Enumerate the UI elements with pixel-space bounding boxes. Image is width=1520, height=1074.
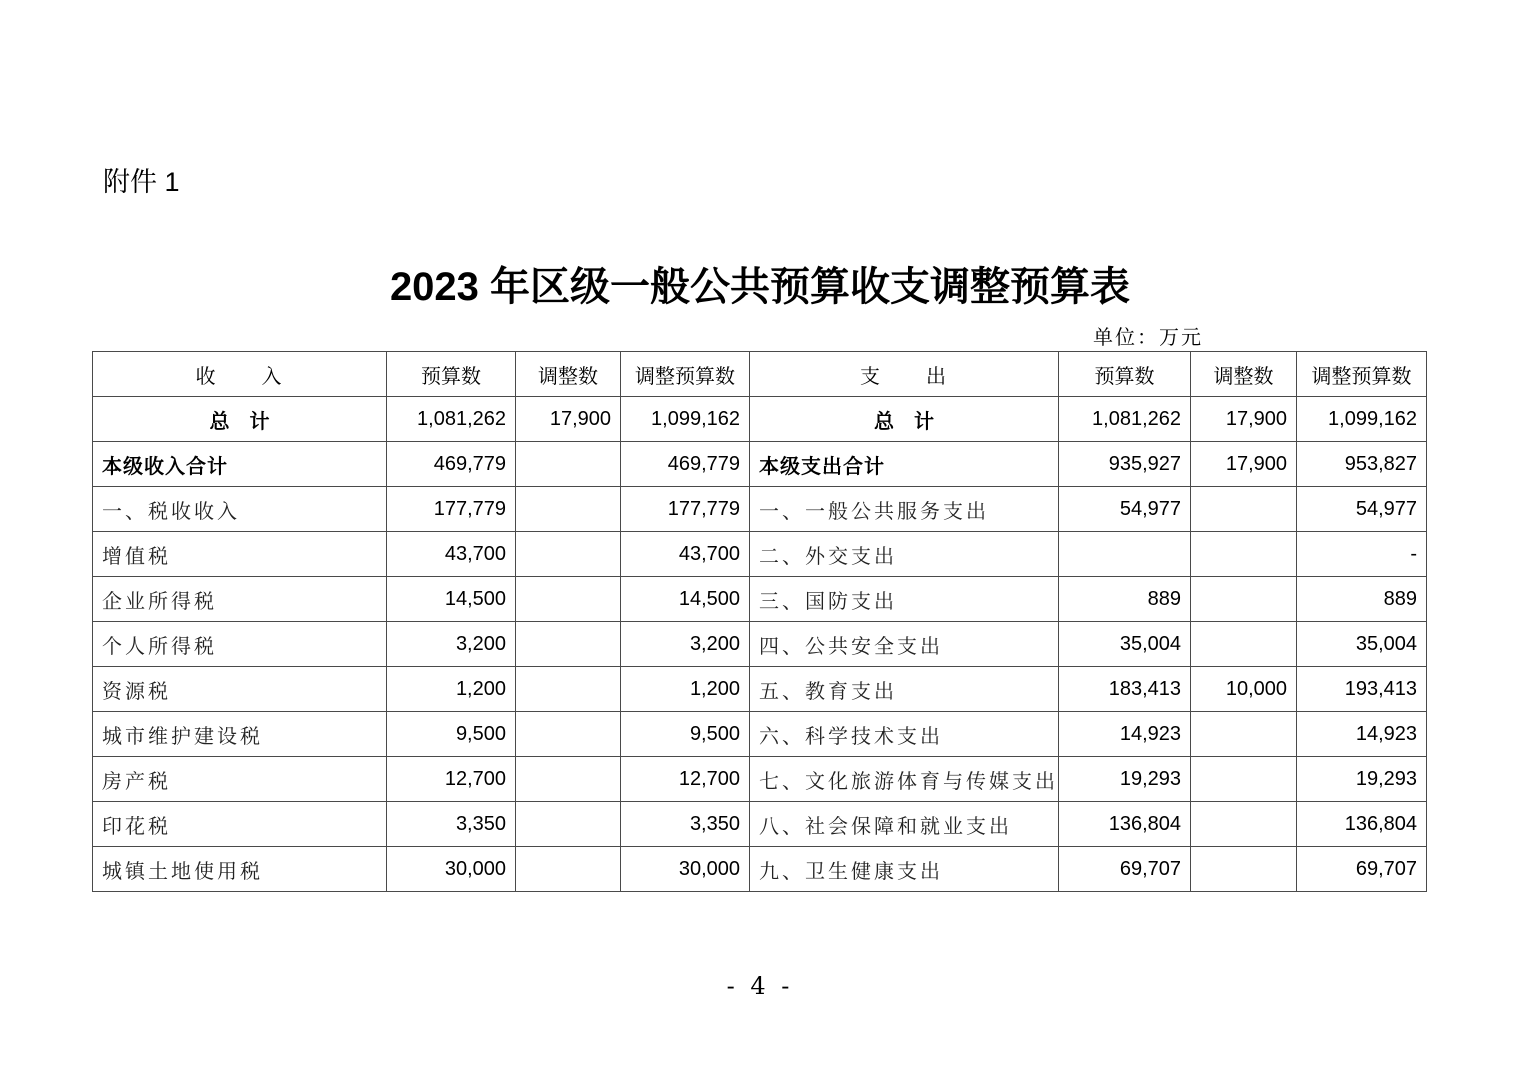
header-expense-adjust: 调整数 [1191, 352, 1297, 397]
expense-adjusted-cell: 14,923 [1297, 712, 1427, 757]
expense-label-cell: 四、公共安全支出 [750, 622, 1059, 667]
expense-adjusted-cell: - [1297, 532, 1427, 577]
table-row [93, 442, 1427, 487]
total-expense-adjust: 17,900 [1191, 397, 1297, 442]
attachment-label: 附件 1 [103, 167, 180, 197]
header-income-adjust: 调整数 [516, 352, 621, 397]
header-income-adjusted: 调整预算数 [621, 352, 750, 397]
income-adjust-cell [516, 802, 621, 847]
expense-label-cell: 六、科学技术支出 [750, 712, 1059, 757]
income-adjusted-cell: 1,200 [621, 667, 750, 712]
expense-budget-cell: 889 [1059, 577, 1191, 622]
expense-label-cell: 二、外交支出 [750, 532, 1059, 577]
income-adjusted-cell: 30,000 [621, 847, 750, 892]
expense-label-cell: 七、文化旅游体育与传媒支出 [750, 757, 1059, 802]
income-budget-cell: 43,700 [387, 532, 516, 577]
expense-adjusted-cell: 69,707 [1297, 847, 1427, 892]
table-row [93, 667, 1427, 712]
expense-adjust-cell [1191, 622, 1297, 667]
income-adjust-cell [516, 577, 621, 622]
expense-label-cell: 九、卫生健康支出 [750, 847, 1059, 892]
expense-label-cell: 三、国防支出 [750, 577, 1059, 622]
income-label-cell: 房产税 [93, 757, 387, 802]
income-label-cell: 企业所得税 [93, 577, 387, 622]
income-adjust-cell [516, 622, 621, 667]
header-income-budget: 预算数 [387, 352, 516, 397]
page-number: - 4 - [726, 972, 794, 1000]
income-adjust-cell [516, 847, 621, 892]
table-row [93, 712, 1427, 757]
header-expense-budget: 预算数 [1059, 352, 1191, 397]
expense-adjusted-cell: 19,293 [1297, 757, 1427, 802]
expense-budget-cell: 14,923 [1059, 712, 1191, 757]
income-budget-cell: 14,500 [387, 577, 516, 622]
income-budget-cell: 9,500 [387, 712, 516, 757]
expense-adjust-cell [1191, 712, 1297, 757]
income-label-cell: 一、税收收入 [93, 487, 387, 532]
income-label-cell: 城市维护建设税 [93, 712, 387, 757]
income-adjust-cell [516, 442, 621, 487]
income-adjusted-cell: 9,500 [621, 712, 750, 757]
expense-adjust-cell [1191, 577, 1297, 622]
income-budget-cell: 3,200 [387, 622, 516, 667]
header-expense-adjusted: 调整预算数 [1297, 352, 1427, 397]
expense-adjust-cell [1191, 757, 1297, 802]
table-row [93, 487, 1427, 532]
budget-table [92, 351, 1427, 892]
expense-label-cell: 本级支出合计 [750, 442, 1059, 487]
expense-adjusted-cell: 35,004 [1297, 622, 1427, 667]
expense-budget-cell: 69,707 [1059, 847, 1191, 892]
expense-adjusted-cell: 136,804 [1297, 802, 1427, 847]
income-adjusted-cell: 469,779 [621, 442, 750, 487]
income-budget-cell: 12,700 [387, 757, 516, 802]
expense-budget-cell: 35,004 [1059, 622, 1191, 667]
table-row [93, 847, 1427, 892]
expense-budget-cell: 136,804 [1059, 802, 1191, 847]
total-income-label: 总 计 [93, 397, 387, 442]
income-budget-cell: 30,000 [387, 847, 516, 892]
income-adjust-cell [516, 712, 621, 757]
expense-budget-cell: 19,293 [1059, 757, 1191, 802]
expense-budget-cell: 183,413 [1059, 667, 1191, 712]
header-row [93, 352, 1427, 397]
income-adjust-cell [516, 757, 621, 802]
expense-adjusted-cell: 889 [1297, 577, 1427, 622]
total-expense-budget: 1,081,262 [1059, 397, 1191, 442]
expense-budget-cell: 935,927 [1059, 442, 1191, 487]
total-expense-adjusted: 1,099,162 [1297, 397, 1427, 442]
page-title: 2023 年区级一般公共预算收支调整预算表 [389, 265, 1131, 309]
total-row [93, 397, 1427, 442]
expense-adjusted-cell: 54,977 [1297, 487, 1427, 532]
total-expense-label: 总 计 [750, 397, 1059, 442]
income-adjusted-cell: 3,350 [621, 802, 750, 847]
expense-label-cell: 八、社会保障和就业支出 [750, 802, 1059, 847]
income-budget-cell: 1,200 [387, 667, 516, 712]
income-label-cell: 城镇土地使用税 [93, 847, 387, 892]
expense-budget-cell [1059, 532, 1191, 577]
income-budget-cell: 177,779 [387, 487, 516, 532]
income-adjust-cell [516, 487, 621, 532]
income-label-cell: 印花税 [93, 802, 387, 847]
income-adjusted-cell: 12,700 [621, 757, 750, 802]
expense-adjust-cell: 17,900 [1191, 442, 1297, 487]
income-adjusted-cell: 177,779 [621, 487, 750, 532]
table-row [93, 622, 1427, 667]
table-row [93, 577, 1427, 622]
expense-adjust-cell [1191, 802, 1297, 847]
expense-adjusted-cell: 193,413 [1297, 667, 1427, 712]
expense-label-cell: 一、一般公共服务支出 [750, 487, 1059, 532]
table-row [93, 532, 1427, 577]
income-adjust-cell [516, 532, 621, 577]
income-adjusted-cell: 43,700 [621, 532, 750, 577]
income-adjusted-cell: 14,500 [621, 577, 750, 622]
expense-label-cell: 五、教育支出 [750, 667, 1059, 712]
header-expense: 支 出 [750, 352, 1059, 397]
table-row [93, 802, 1427, 847]
total-income-budget: 1,081,262 [387, 397, 516, 442]
total-income-adjust: 17,900 [516, 397, 621, 442]
expense-budget-cell: 54,977 [1059, 487, 1191, 532]
income-label-cell: 增值税 [93, 532, 387, 577]
total-income-adjusted: 1,099,162 [621, 397, 750, 442]
expense-adjust-cell [1191, 847, 1297, 892]
table-row [93, 757, 1427, 802]
income-adjusted-cell: 3,200 [621, 622, 750, 667]
unit-label: 单位：万元 [1093, 325, 1203, 349]
expense-adjusted-cell: 953,827 [1297, 442, 1427, 487]
expense-adjust-cell [1191, 532, 1297, 577]
expense-adjust-cell [1191, 487, 1297, 532]
income-budget-cell: 3,350 [387, 802, 516, 847]
income-label-cell: 资源税 [93, 667, 387, 712]
income-label-cell: 本级收入合计 [93, 442, 387, 487]
income-adjust-cell [516, 667, 621, 712]
income-label-cell: 个人所得税 [93, 622, 387, 667]
expense-adjust-cell: 10,000 [1191, 667, 1297, 712]
header-income: 收 入 [93, 352, 387, 397]
income-budget-cell: 469,779 [387, 442, 516, 487]
